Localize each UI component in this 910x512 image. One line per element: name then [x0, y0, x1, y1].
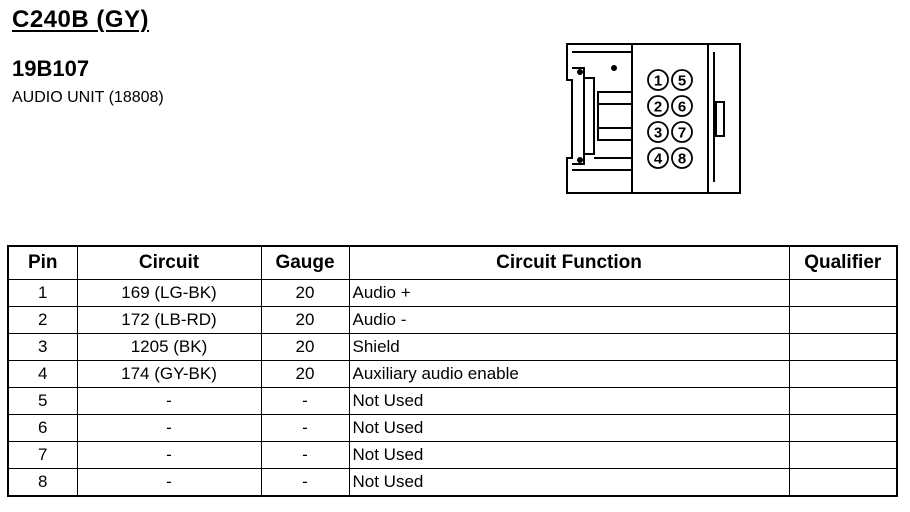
pin-number-label: 3 [653, 124, 663, 142]
table-row [8, 280, 897, 307]
qualifier-cell [789, 280, 897, 307]
gauge-cell: 20 [261, 280, 349, 307]
gauge-column-header: Gauge [261, 246, 349, 280]
function-cell: Not Used [349, 442, 789, 469]
pin-column-header: Pin [8, 246, 77, 280]
table-row [8, 361, 897, 388]
table-header-row [8, 246, 897, 280]
pin-number-label: 5 [677, 72, 687, 90]
circuit-column-header: Circuit [77, 246, 261, 280]
gauge-cell: 20 [261, 361, 349, 388]
function-cell: Auxiliary audio enable [349, 361, 789, 388]
pin-cavities [648, 70, 692, 168]
connector-face-diagram [566, 42, 741, 194]
function-column-header: Circuit Function [349, 246, 789, 280]
table-row [8, 415, 897, 442]
gauge-cell: 20 [261, 307, 349, 334]
gauge-cell: - [261, 469, 349, 497]
gauge-cell: - [261, 415, 349, 442]
circuit-cell: 169 (LG-BK) [77, 280, 261, 307]
function-cell: Audio + [349, 280, 789, 307]
circuit-cell: - [77, 415, 261, 442]
qualifier-cell [789, 415, 897, 442]
table-row [8, 334, 897, 361]
function-cell: Audio - [349, 307, 789, 334]
function-cell: Not Used [349, 388, 789, 415]
pin-cell: 1 [8, 280, 77, 307]
circuit-cell: - [77, 469, 261, 497]
circuit-cell: 174 (GY-BK) [77, 361, 261, 388]
part-number: 19B107 [12, 56, 90, 81]
pin-cell: 6 [8, 415, 77, 442]
circuit-cell: 1205 (BK) [77, 334, 261, 361]
table-row [8, 307, 897, 334]
part-description: AUDIO UNIT (18808) [12, 89, 164, 106]
pin-number-label: 1 [653, 72, 663, 90]
pin-cell: 8 [8, 469, 77, 497]
gauge-cell: 20 [261, 334, 349, 361]
pin-cell: 2 [8, 307, 77, 334]
table-row [8, 442, 897, 469]
circuit-cell: - [77, 442, 261, 469]
gauge-cell: - [261, 388, 349, 415]
function-cell: Not Used [349, 415, 789, 442]
pin-number-label: 4 [653, 150, 663, 168]
pin-cell: 4 [8, 361, 77, 388]
qualifier-cell [789, 334, 897, 361]
pin-number-label: 6 [677, 98, 687, 116]
table-row [8, 388, 897, 415]
pin-number-label: 2 [653, 98, 663, 116]
pin-cell: 3 [8, 334, 77, 361]
qualifier-cell [789, 442, 897, 469]
gauge-cell: - [261, 442, 349, 469]
pin-number-label: 8 [677, 150, 687, 168]
function-cell: Not Used [349, 469, 789, 497]
qualifier-column-header: Qualifier [789, 246, 897, 280]
function-cell: Shield [349, 334, 789, 361]
circuit-cell: - [77, 388, 261, 415]
pinout-table [7, 245, 898, 497]
circuit-cell: 172 (LB-RD) [77, 307, 261, 334]
table-row [8, 469, 897, 497]
qualifier-cell [789, 469, 897, 497]
pin-cell: 5 [8, 388, 77, 415]
qualifier-cell [789, 307, 897, 334]
pin-cell: 7 [8, 442, 77, 469]
qualifier-cell [789, 388, 897, 415]
connector-id: C240B (GY) [12, 6, 150, 33]
qualifier-cell [789, 361, 897, 388]
pin-number-label: 7 [677, 124, 687, 142]
